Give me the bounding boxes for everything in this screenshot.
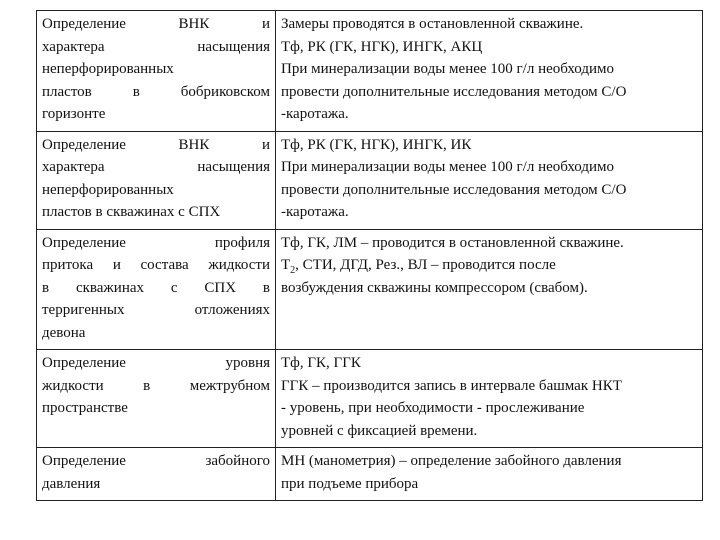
method-line: Тф, ГК, ЛМ – проводится в остановленной скважине. (281, 234, 624, 251)
task-line: характера насыщения (42, 159, 270, 175)
task-line: пространстве (42, 400, 128, 416)
task-line: давления (42, 475, 101, 492)
method-cell (276, 229, 703, 350)
method-line: провести дополнительные исследования методом С/О (281, 181, 627, 198)
method-cell (276, 131, 703, 229)
task-line: пластов в бобриковском (42, 83, 270, 100)
task-line: притока и состава жидкости (42, 257, 270, 273)
table-row (37, 131, 703, 229)
method-line: Тф, РК (ГК, НГК), ИНГК, ИК (281, 136, 472, 153)
method-line: Тф, ГК, ГГК (281, 355, 361, 371)
task-cell (37, 448, 276, 501)
method-line: -каротажа. (281, 106, 349, 122)
method-line: -каротажа. (281, 204, 349, 220)
task-line: Определение забойного (42, 453, 270, 469)
task-line: горизонте (42, 106, 106, 122)
temperature-subscript: 2 (290, 265, 296, 276)
table-row (37, 229, 703, 350)
method-line: возбуждения скважины компрессором (свабом). (281, 279, 588, 296)
table-row (37, 350, 703, 448)
task-cell (37, 131, 276, 229)
method-line: При минерализации воды менее 100 г/л необходимо (281, 159, 614, 175)
method-line: - уровень, при необходимости - прослеживание (281, 400, 585, 416)
method-line: МН (манометрия) – определение забойного давления (281, 453, 622, 469)
method-line (281, 254, 697, 277)
method-line: Тф, РК (ГК, НГК), ИНГК, АКЦ (281, 38, 483, 55)
task-line: пластов в скважинах с СПХ (42, 204, 221, 220)
task-line: жидкости в межтрубном (42, 377, 270, 394)
task-line: в скважинах с СПХ в (42, 279, 270, 296)
method-line: провести дополнительные исследования методом С/О (281, 83, 627, 100)
table-row (37, 11, 703, 132)
task-line: характера насыщения (42, 38, 270, 55)
task-line: Определение ВНК и (42, 16, 270, 32)
method-cell (276, 350, 703, 448)
method-cell (276, 448, 703, 501)
method-cell (276, 11, 703, 132)
table-row (37, 448, 703, 501)
task-line: терригенных отложениях (42, 302, 270, 318)
method-line: уровней с фиксацией времени. (281, 422, 478, 439)
method-line: ГГК – производится запись в интервале башмак НКТ (281, 377, 622, 394)
task-cell (37, 229, 276, 350)
temperature-symbol: Т (281, 257, 291, 273)
task-cell (37, 11, 276, 132)
task-line: Определение ВНК и (42, 136, 270, 153)
methods-table (36, 10, 703, 501)
task-line: Определение уровня (42, 355, 270, 371)
task-line: девона (42, 324, 86, 341)
task-line: неперфорированных (42, 61, 174, 77)
method-line: При минерализации воды менее 100 г/л необходимо (281, 61, 614, 77)
method-line-rest: , СТИ, ДГД, Рез., ВЛ – проводится после (295, 257, 556, 273)
task-cell (37, 350, 276, 448)
task-line: неперфорированных (42, 181, 174, 198)
task-line: Определение профиля (42, 234, 270, 251)
method-line: Замеры проводятся в остановленной скважине. (281, 16, 584, 32)
method-line: при подъеме прибора (281, 475, 419, 492)
